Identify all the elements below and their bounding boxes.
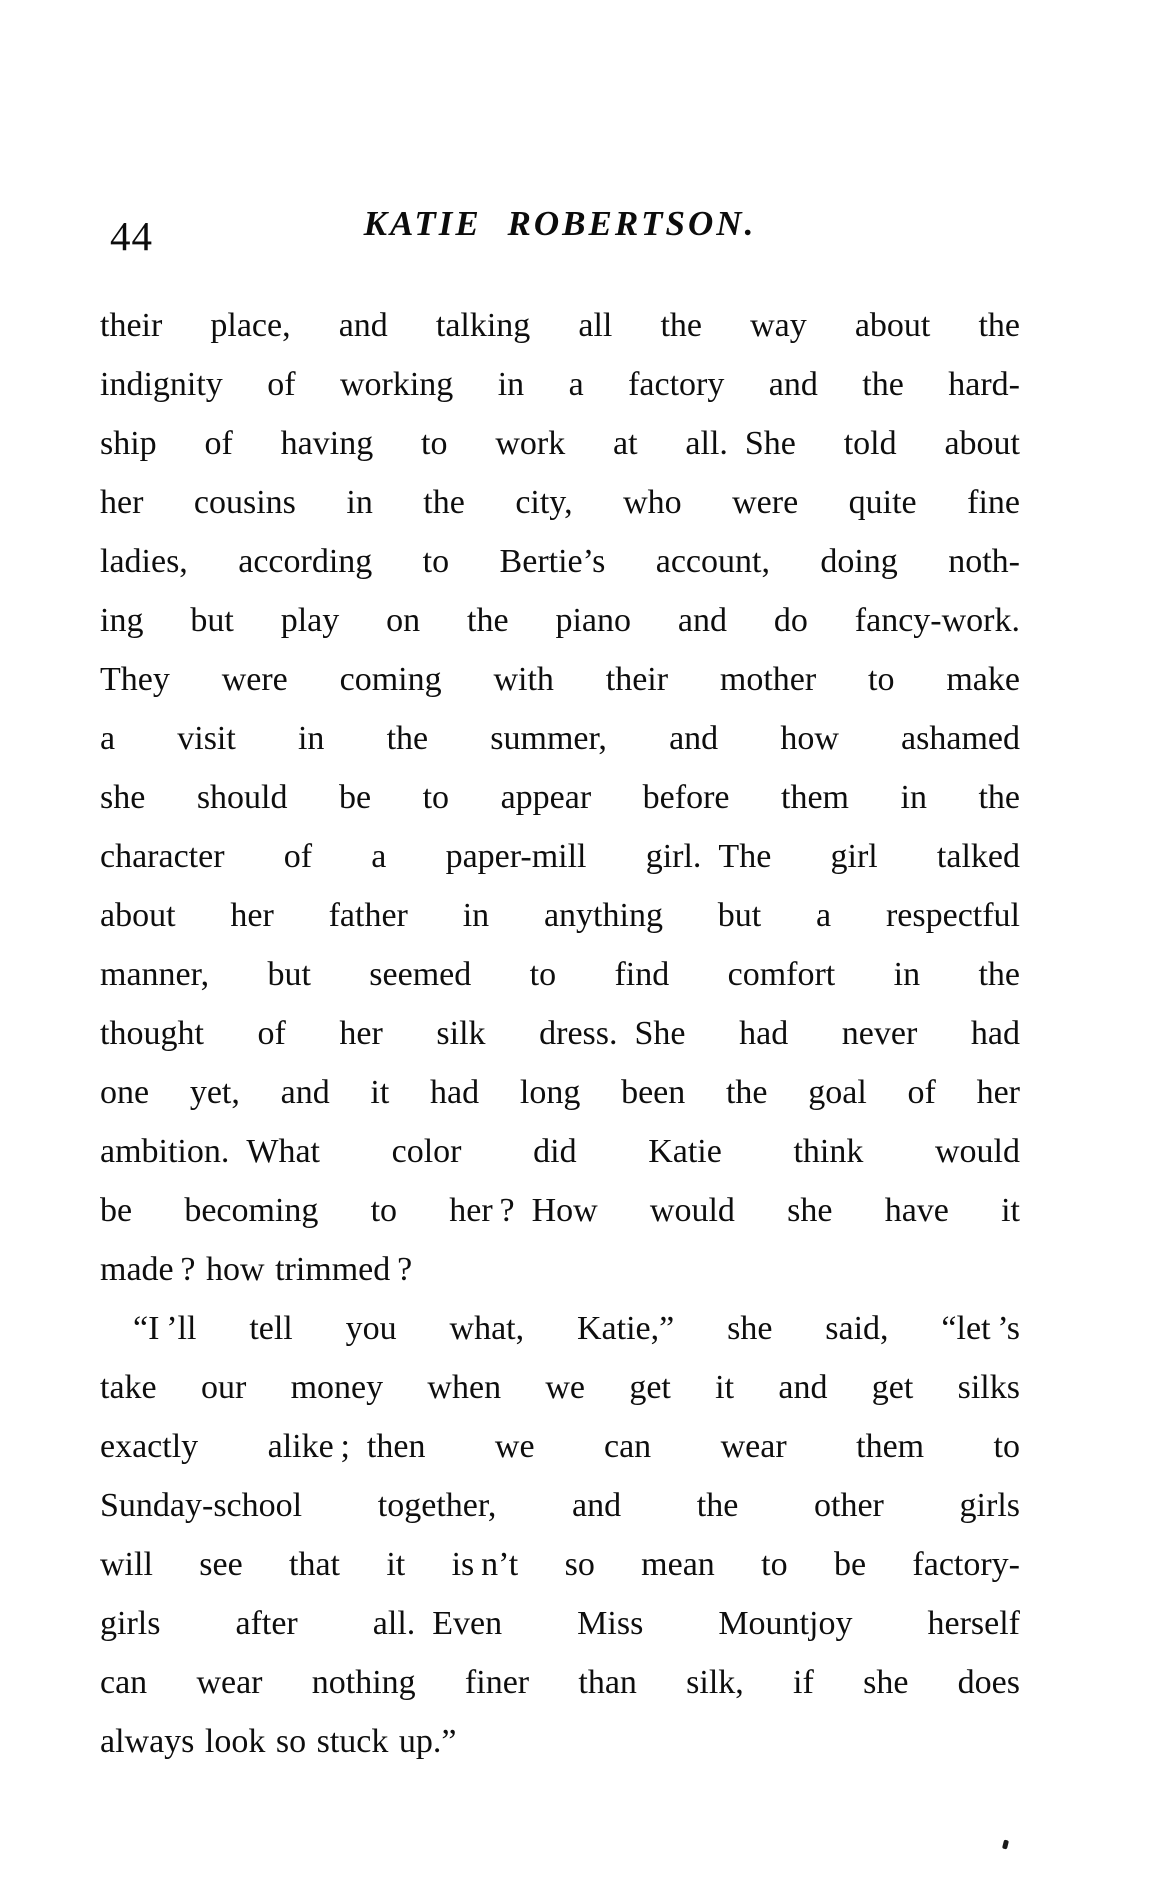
text-line: manner, but seemed to find comfort in the bbox=[100, 956, 1020, 993]
text-line: their place, and talking all the way about the bbox=[100, 307, 1020, 344]
text-line: about her father in anything but a respectful bbox=[100, 897, 1020, 934]
text-line: ambition. What color did Katie think would bbox=[100, 1133, 1020, 1170]
text-line: character of a paper-mill girl. The girl talked bbox=[100, 838, 1020, 875]
text-line: ing but play on the piano and do fancy-work. bbox=[100, 602, 1020, 639]
page-number: 44 bbox=[110, 213, 153, 259]
text-line: Sunday-school together, and the other girls bbox=[100, 1487, 1020, 1524]
running-header-title: KATIE ROBERTSON. bbox=[363, 204, 757, 243]
ink-speck-artifact bbox=[1002, 1840, 1009, 1850]
text-line: They were coming with their mother to make bbox=[100, 661, 1020, 698]
text-line: be becoming to her ? How would she have it bbox=[100, 1192, 1020, 1229]
text-line: she should be to appear before them in the bbox=[100, 779, 1020, 816]
text-line: ladies, according to Bertie’s account, doing noth- bbox=[100, 543, 1020, 580]
text-line: “I ’ll tell you what, Katie,” she said, “let ’s bbox=[133, 1310, 1020, 1347]
text-line: one yet, and it had long been the goal of her bbox=[100, 1074, 1020, 1111]
text-line: take our money when we get it and get silks bbox=[100, 1369, 1020, 1406]
text-block bbox=[100, 296, 1020, 1771]
text-line: ship of having to work at all. She told about bbox=[100, 425, 1020, 462]
text-line: can wear nothing finer than silk, if she does bbox=[100, 1664, 1020, 1701]
text-line: exactly alike ; then we can wear them to bbox=[100, 1428, 1020, 1465]
text-line: her cousins in the city, who were quite fine bbox=[100, 484, 1020, 521]
text-line: will see that it is n’t so mean to be factory- bbox=[100, 1546, 1020, 1583]
text-line: made ? how trimmed ? bbox=[100, 1251, 413, 1288]
text-line: a visit in the summer, and how ashamed bbox=[100, 720, 1020, 757]
text-line: girls after all. Even Miss Mountjoy herself bbox=[100, 1605, 1020, 1642]
text-line: thought of her silk dress. She had never had bbox=[100, 1015, 1020, 1052]
text-line: indignity of working in a factory and the hard- bbox=[100, 366, 1020, 403]
text-line: always look so stuck up.” bbox=[100, 1723, 457, 1760]
